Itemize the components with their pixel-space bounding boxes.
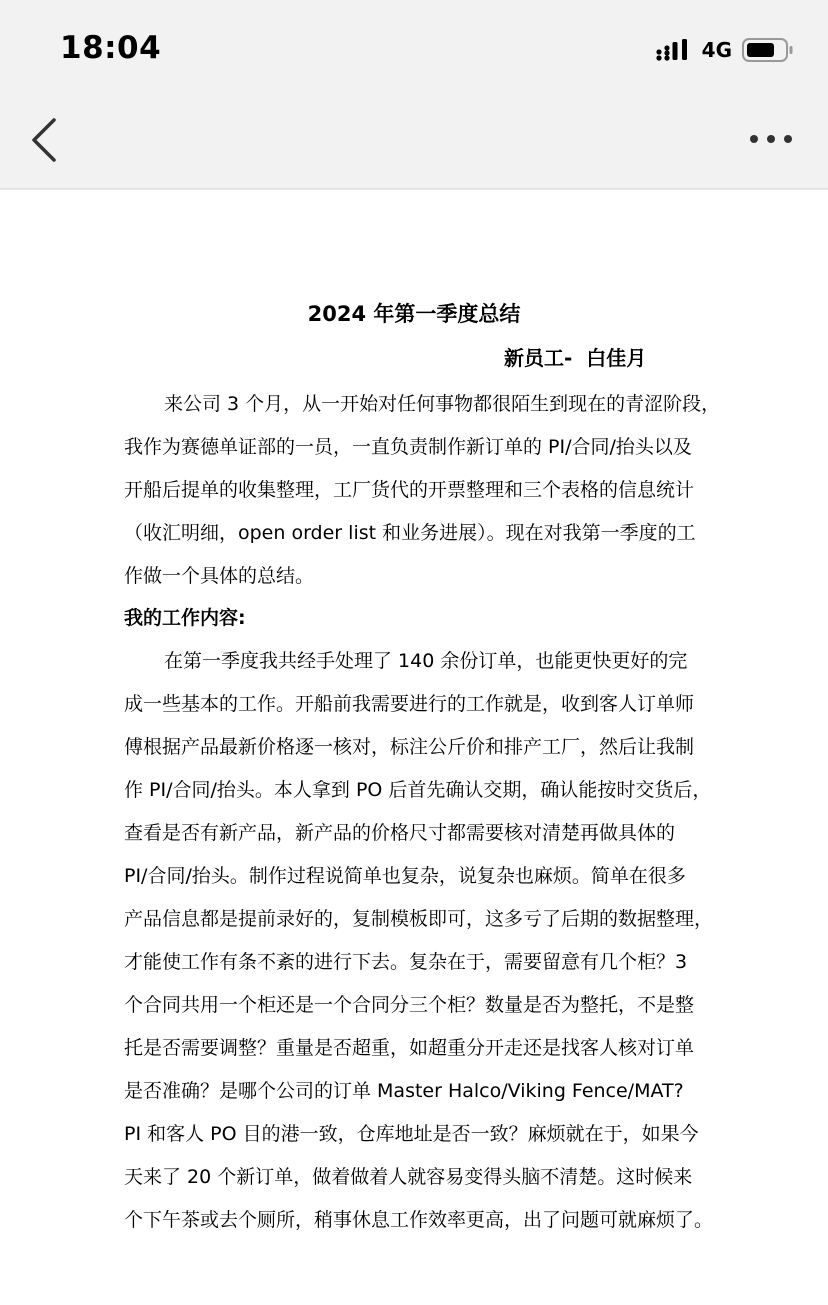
section-heading: 我的工作内容: — [124, 607, 246, 629]
document-line: 才能使工作有条不紊的进行下去。复杂在于，需要留意有几个柜？3 — [124, 951, 688, 973]
document-line: 成一些基本的工作。开船前我需要进行的工作就是，收到客人订单师 — [124, 693, 695, 715]
document-line: （收汇明细，open order list 和业务进展）。现在对我第一季度的工 — [124, 522, 696, 544]
back-icon[interactable] — [24, 112, 64, 168]
status-indicators — [656, 36, 794, 64]
document-line: PI/合同/抬头。制作过程说简单也复杂，说复杂也麻烦。简单在很多 — [124, 865, 686, 887]
document-line: 查看是否有新产品，新产品的价格尺寸都需要核对清楚再做具体的 — [124, 822, 676, 844]
document-line: 天来了 20 个新订单，做着做着人就容易变得头脑不清楚。这时候来 — [124, 1166, 693, 1188]
document-line: 个下午茶或去个厕所，稍事休息工作效率更高，出了问题可就麻烦了。 — [124, 1209, 714, 1231]
more-icon[interactable] — [748, 122, 794, 156]
document-line: 产品信息都是提前录好的，复制模板即可，这多亏了后期的数据整理， — [124, 908, 714, 930]
document-title: 2024 年第一季度总结 — [307, 302, 521, 326]
status-time: 18:04 — [60, 30, 162, 66]
document-line: 个合同共用一个柜还是一个合同分三个柜？数量是否为整托，不是整 — [124, 994, 695, 1016]
document-line: 在第一季度我共经手处理了 140 余份订单，也能更快更好的完 — [164, 650, 688, 672]
signal-icon — [656, 39, 690, 61]
document-line: PI 和客人 PO 目的港一致，仓库地址是否一致？麻烦就在于，如果今 — [124, 1123, 699, 1145]
document-line: 傅根据产品最新价格逐一核对，标注公斤价和排产工厂，然后让我制 — [124, 736, 695, 758]
battery-icon — [742, 38, 794, 62]
status-bar — [0, 0, 828, 92]
document-line: 是否准确？是哪个公司的订单 Master Halco/Viking Fence/MAT? — [124, 1080, 684, 1102]
document-line: 作做一个具体的总结。 — [124, 565, 315, 587]
nav-bar — [0, 92, 828, 188]
document-line: 开船后提单的收集整理，工厂货代的开票整理和三个表格的信息统计 — [124, 479, 695, 501]
document-line: 我作为赛德单证部的一员，一直负责制作新订单的 PI/合同/抬头以及 — [124, 436, 692, 458]
document-page — [0, 190, 828, 1305]
document-line: 来公司 3 个月，从一开始对任何事物都很陌生到现在的青涩阶段， — [164, 393, 721, 415]
network-type: 4G — [701, 38, 732, 62]
document-line: 作 PI/合同/抬头。本人拿到 PO 后首先确认交期，确认能按时交货后， — [124, 779, 712, 801]
document-author: 新员工- 白佳月 — [504, 346, 647, 370]
document-line: 托是否需要调整？重量是否超重，如超重分开走还是找客人核对订单 — [124, 1037, 695, 1059]
